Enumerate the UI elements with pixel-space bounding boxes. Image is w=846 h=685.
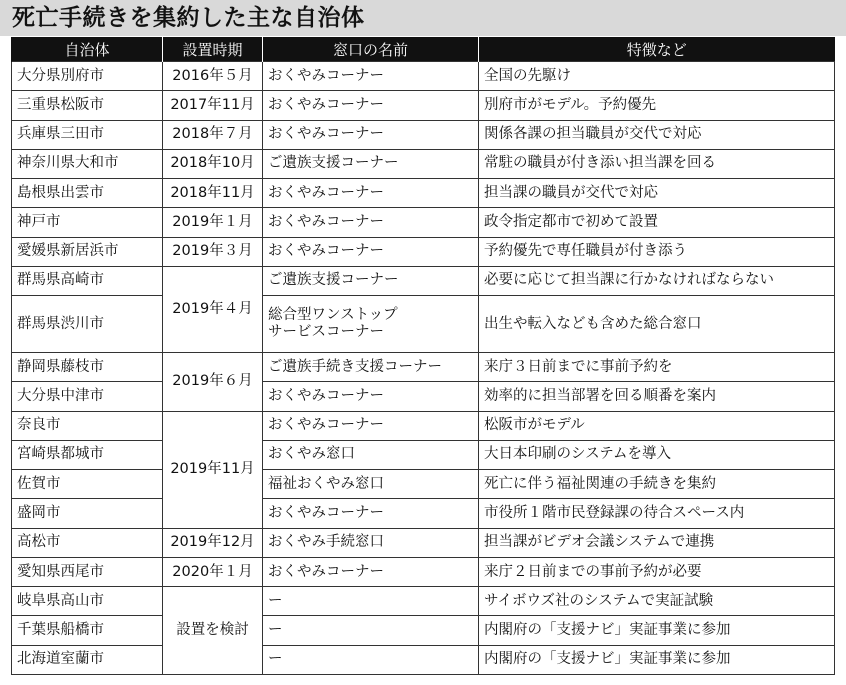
cell-city: 静岡県藤枝市 (12, 353, 163, 382)
table-row (12, 616, 835, 645)
cell-window-name: ー (263, 616, 479, 645)
table-row (12, 179, 835, 208)
page-title: 死亡手続きを集約した主な自治体 (12, 5, 365, 31)
cell-city: 大分県中津市 (12, 382, 163, 411)
table-row (12, 149, 835, 178)
cell-window-name: おくやみコーナー (263, 411, 479, 440)
cell-window-name: ご遺族支援コーナー (263, 266, 479, 295)
cell-feature: 全国の先駆け (479, 62, 835, 91)
cell-date: 設置を検討 (163, 587, 263, 675)
cell-window-name: ー (263, 645, 479, 674)
cell-feature: 死亡に伴う福祉関連の手続きを集約 (479, 470, 835, 499)
table-row (12, 91, 835, 120)
cell-date: 2016年５月 (163, 62, 263, 91)
cell-window-name: ご遺族手続き支援コーナー (263, 353, 479, 382)
table-row (12, 645, 835, 674)
cell-city: 大分県別府市 (12, 62, 163, 91)
cell-feature: 担当課がビデオ会議システムで連携 (479, 528, 835, 557)
cell-window-name: おくやみコーナー (263, 237, 479, 266)
municipality-table (11, 37, 835, 675)
table-row (12, 587, 835, 616)
cell-window-name: おくやみコーナー (263, 120, 479, 149)
cell-city: 奈良市 (12, 411, 163, 440)
cell-date: 2018年10月 (163, 149, 263, 178)
cell-city: 兵庫県三田市 (12, 120, 163, 149)
cell-city: 三重県松阪市 (12, 91, 163, 120)
cell-window-name (263, 296, 479, 353)
cell-feature: 松阪市がモデル (479, 411, 835, 440)
table-row (12, 528, 835, 557)
table-row (12, 237, 835, 266)
cell-feature: 市役所１階市民登録課の待合スペース内 (479, 499, 835, 528)
cell-window-name: おくやみコーナー (263, 91, 479, 120)
cell-feature: 来庁３日前までに事前予約を (479, 353, 835, 382)
cell-window-name: おくやみコーナー (263, 179, 479, 208)
cell-feature: 必要に応じて担当課に行かなければならない (479, 266, 835, 295)
cell-city: 盛岡市 (12, 499, 163, 528)
cell-feature: 内閣府の「支援ナビ」実証事業に参加 (479, 645, 835, 674)
table-row (12, 120, 835, 149)
cell-date: 2019年１月 (163, 208, 263, 237)
window-name-line-1: 総合型ワンストップ (268, 307, 398, 324)
cell-city: 神戸市 (12, 208, 163, 237)
cell-window-name: おくやみ窓口 (263, 440, 479, 469)
cell-city: 千葉県船橋市 (12, 616, 163, 645)
cell-window-name: おくやみコーナー (263, 62, 479, 91)
cell-window-name: おくやみコーナー (263, 499, 479, 528)
cell-feature: 担当課の職員が交代で対応 (479, 179, 835, 208)
table-row (12, 208, 835, 237)
cell-city: 佐賀市 (12, 470, 163, 499)
cell-city: 愛知県西尾市 (12, 557, 163, 586)
header-name: 窓口の名前 (263, 37, 479, 62)
table-row (12, 266, 835, 295)
cell-feature: 効率的に担当部署を回る順番を案内 (479, 382, 835, 411)
cell-feature: 出生や転入なども含めた総合窓口 (479, 296, 835, 353)
cell-feature: 政令指定都市で初めて設置 (479, 208, 835, 237)
cell-feature: 別府市がモデル。予約優先 (479, 91, 835, 120)
cell-date: 2019年３月 (163, 237, 263, 266)
cell-date: 2019年６月 (163, 353, 263, 412)
cell-feature: 常駐の職員が付き添い担当課を回る (479, 149, 835, 178)
cell-window-name: 福祉おくやみ窓口 (263, 470, 479, 499)
table-row (12, 62, 835, 91)
cell-date: 2019年11月 (163, 411, 263, 528)
cell-city: 岐阜県高山市 (12, 587, 163, 616)
cell-date: 2018年11月 (163, 179, 263, 208)
cell-city: 群馬県高崎市 (12, 266, 163, 295)
cell-city: 宮崎県都城市 (12, 440, 163, 469)
table-row (12, 353, 835, 382)
cell-city: 群馬県渋川市 (12, 296, 163, 353)
cell-window-name: おくやみ手続窓口 (263, 528, 479, 557)
cell-date: 2020年１月 (163, 557, 263, 586)
cell-city: 北海道室蘭市 (12, 645, 163, 674)
table-row (12, 440, 835, 469)
cell-date: 2017年11月 (163, 91, 263, 120)
cell-feature: 予約優先で専任職員が付き添う (479, 237, 835, 266)
cell-date: 2019年４月 (163, 266, 263, 352)
cell-city: 高松市 (12, 528, 163, 557)
table-row (12, 411, 835, 440)
cell-date: 2019年12月 (163, 528, 263, 557)
window-name-line-2: サービスコーナー (268, 324, 384, 341)
table-row (12, 499, 835, 528)
cell-feature: サイボウズ社のシステムで実証試験 (479, 587, 835, 616)
cell-window-name: おくやみコーナー (263, 382, 479, 411)
cell-feature: 内閣府の「支援ナビ」実証事業に参加 (479, 616, 835, 645)
header-city: 自治体 (12, 37, 163, 62)
table-row (12, 296, 835, 353)
cell-window-name: ー (263, 587, 479, 616)
header-feature: 特徴など (479, 37, 835, 62)
cell-date: 2018年７月 (163, 120, 263, 149)
table-row (12, 470, 835, 499)
cell-city: 神奈川県大和市 (12, 149, 163, 178)
cell-feature: 大日本印刷のシステムを導入 (479, 440, 835, 469)
cell-feature: 来庁２日前までの事前予約が必要 (479, 557, 835, 586)
cell-window-name: ご遺族支援コーナー (263, 149, 479, 178)
table-header-row (12, 37, 835, 62)
cell-city: 愛媛県新居浜市 (12, 237, 163, 266)
cell-feature: 関係各課の担当職員が交代で対応 (479, 120, 835, 149)
table-row (12, 382, 835, 411)
cell-window-name: おくやみコーナー (263, 208, 479, 237)
cell-window-name: おくやみコーナー (263, 557, 479, 586)
cell-city: 島根県出雲市 (12, 179, 163, 208)
table-row (12, 557, 835, 586)
header-date: 設置時期 (163, 37, 263, 62)
